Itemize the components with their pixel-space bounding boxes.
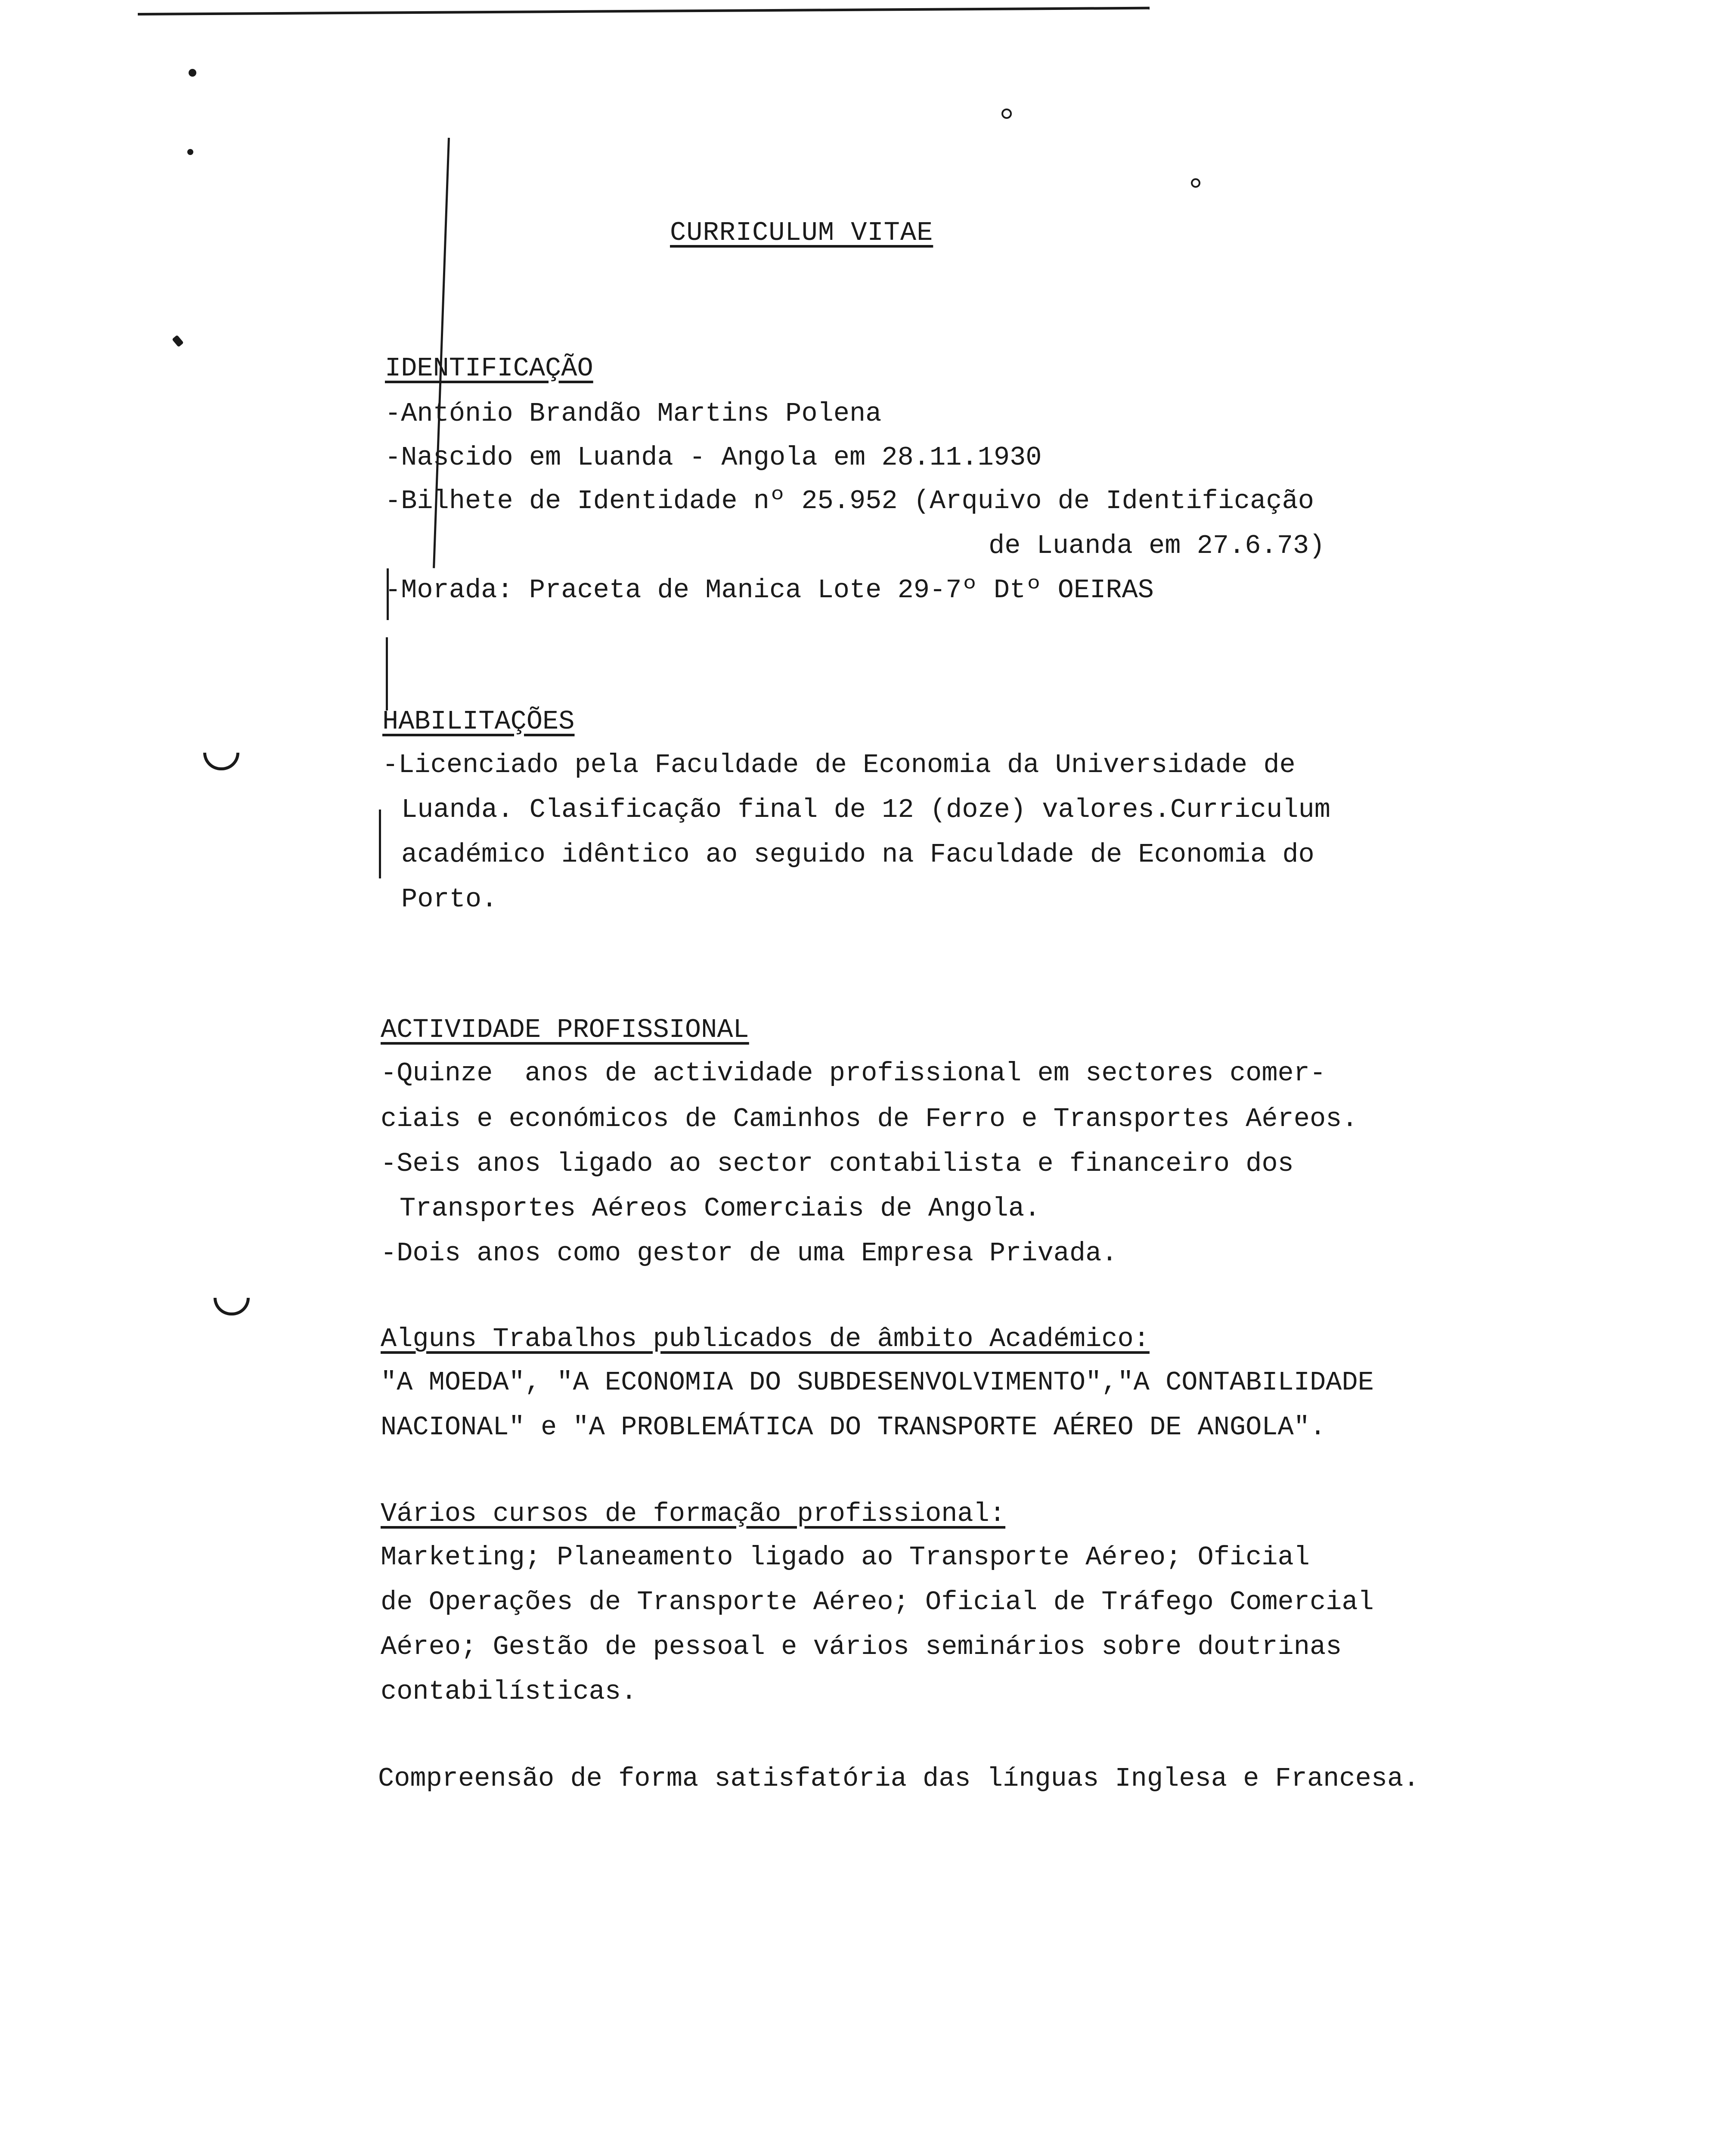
identificacao-line: -Bilhete de Identidade nº 25.952 (Arquivo de Identificação xyxy=(385,486,1314,516)
section-heading-trabalhos: Alguns Trabalhos publicados de âmbito Académico: xyxy=(381,1324,1150,1354)
ink-ring xyxy=(1191,178,1200,188)
actividade-line: -Seis anos ligado ao sector contabilista e financeiro dos xyxy=(381,1148,1294,1179)
identificacao-line: de Luanda em 27.6.73) xyxy=(989,530,1325,561)
section-heading-habilitacoes: HABILITAÇÕES xyxy=(382,706,575,737)
top-rule xyxy=(138,7,1150,16)
actividade-line: -Dois anos como gestor de uma Empresa Privada. xyxy=(381,1238,1118,1269)
actividade-line: ciais e económicos de Caminhos de Ferro e Transportes Aéreos. xyxy=(381,1104,1358,1134)
identificacao-line: -Nascido em Luanda - Angola em 28.11.1930 xyxy=(385,442,1042,473)
habilitacoes-line: Porto. xyxy=(401,884,498,915)
ink-ring xyxy=(1001,109,1012,119)
habilitacoes-line: Luanda. Clasificação final de 12 (doze) valores.Curriculum xyxy=(401,794,1330,825)
trabalhos-line: NACIONAL" e "A PROBLEMÁTICA DO TRANSPORTE AÉREO DE ANGOLA". xyxy=(381,1412,1326,1443)
margin-line xyxy=(379,810,381,878)
actividade-line: Transportes Aéreos Comerciais de Angola. xyxy=(400,1193,1041,1224)
actividade-line: -Quinze anos de actividade profissional em sectores comer- xyxy=(381,1058,1326,1089)
cursos-line: Aéreo; Gestão de pessoal e vários seminários sobre doutrinas xyxy=(381,1632,1342,1662)
cursos-line: contabilísticas. xyxy=(381,1676,637,1707)
ink-dot xyxy=(187,149,193,155)
linguas-line: Compreensão de forma satisfatória das línguas Inglesa e Francesa. xyxy=(378,1763,1420,1794)
cursos-line: de Operações de Transporte Aéreo; Oficial de Tráfego Comercial xyxy=(381,1587,1374,1617)
ink-mark xyxy=(172,335,184,347)
ink-dot xyxy=(189,69,196,77)
section-heading-actividade: ACTIVIDADE PROFISSIONAL xyxy=(381,1014,749,1045)
habilitacoes-line: -Licenciado pela Faculdade de Economia da Universidade de xyxy=(382,750,1296,780)
identificacao-line: -António Brandão Martins Polena xyxy=(385,398,882,429)
section-heading-identificacao: IDENTIFICAÇÃO xyxy=(385,353,593,384)
identificacao-line: -Morada: Praceta de Manica Lote 29-7º Dtº OEIRAS xyxy=(385,575,1154,605)
cursos-line: Marketing; Planeamento ligado ao Transporte Aéreo; Oficial xyxy=(381,1542,1310,1573)
section-heading-cursos: Vários cursos de formação profissional: xyxy=(381,1498,1006,1529)
punch-hole-mark xyxy=(214,1298,250,1315)
habilitacoes-line: académico idêntico ao seguido na Faculdade de Economia do xyxy=(401,839,1314,870)
punch-hole-mark xyxy=(203,753,239,770)
document-title: CURRICULUM VITAE xyxy=(670,217,933,248)
margin-line xyxy=(386,637,388,710)
trabalhos-line: "A MOEDA", "A ECONOMIA DO SUBDESENVOLVIMENTO","A CONTABILIDADE xyxy=(381,1367,1374,1398)
